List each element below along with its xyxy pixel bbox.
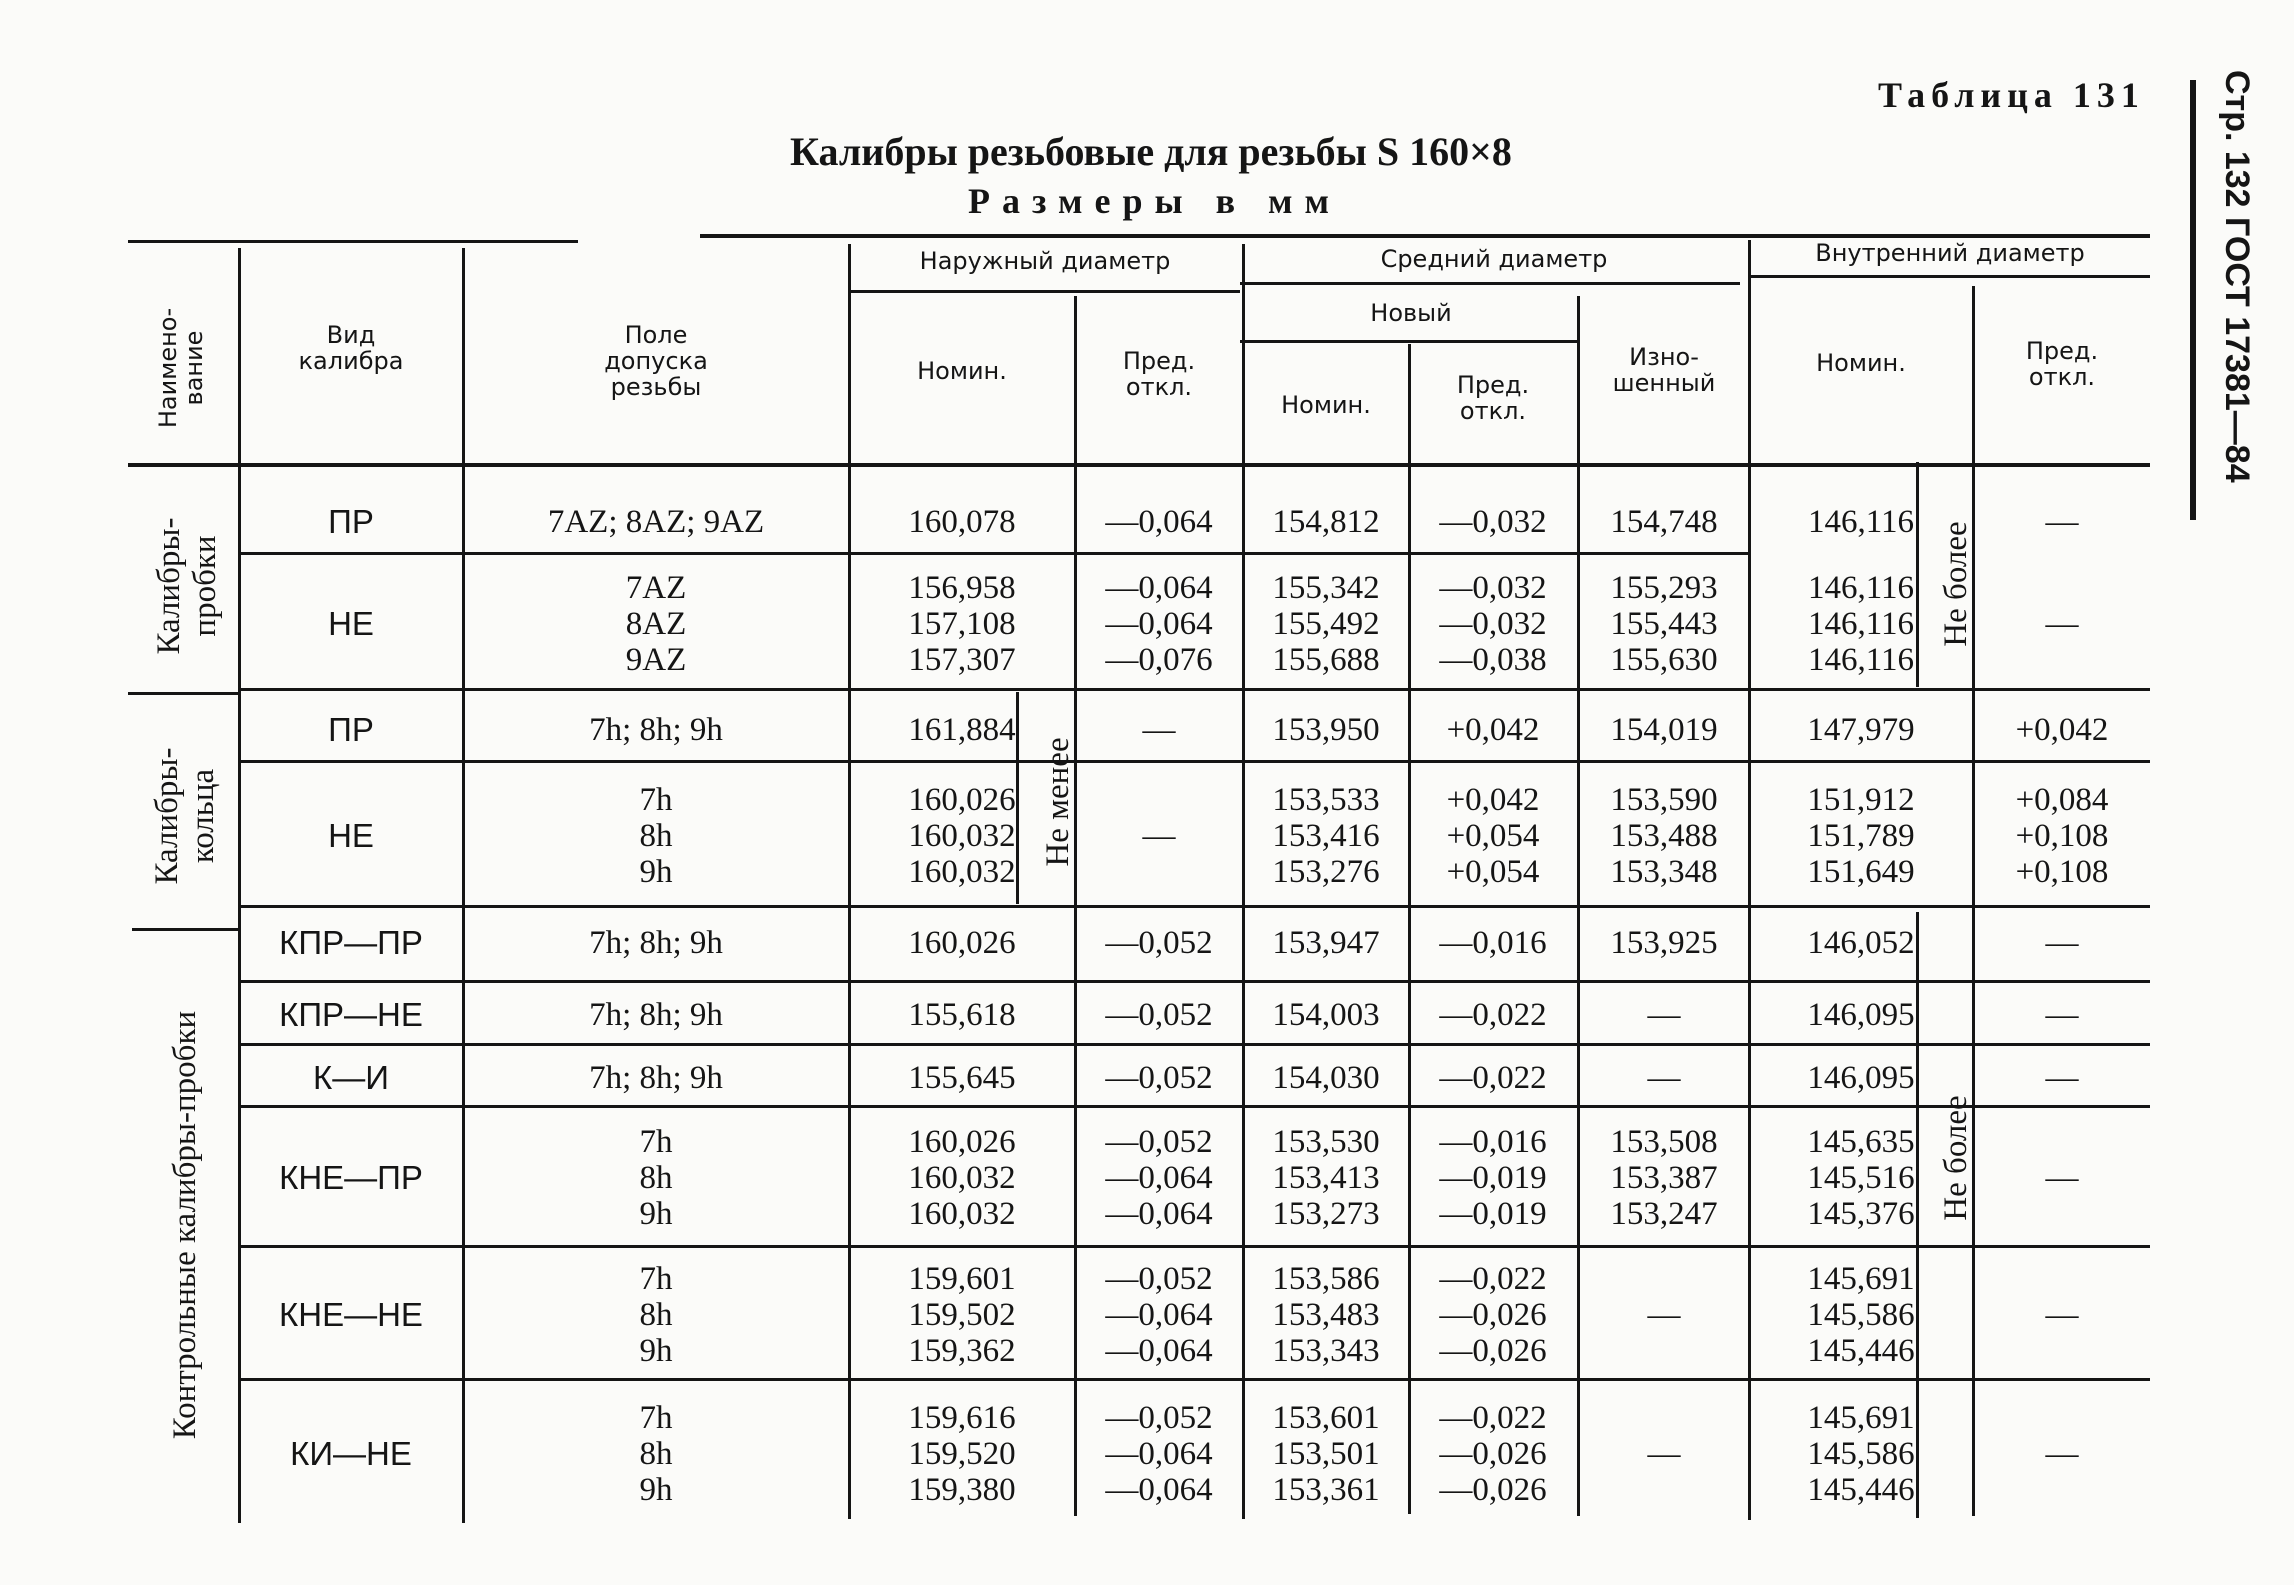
cell-inner-nom: 147,979 [1807, 712, 1915, 748]
cell-outer-nom: 160,026 160,032 160,032 [908, 782, 1016, 890]
cell-inner-nom: 146,052 [1807, 925, 1915, 961]
cell-mid-dev: —0,022 [1439, 997, 1547, 1033]
cell-mid-nom: 153,601 153,501 153,361 [1272, 1400, 1380, 1508]
cell-worn: 153,590 153,488 153,348 [1610, 782, 1718, 890]
cell-mid-nom: 155,342 155,492 155,688 [1272, 570, 1380, 678]
cell-worn: — [1647, 1060, 1681, 1096]
cell-mid-dev: +0,042 +0,054 +0,054 [1446, 782, 1540, 890]
cell-field: 7h 8h 9h [639, 1400, 673, 1508]
cell-outer-nom: 155,618 [908, 997, 1016, 1033]
header-outer-nom: Номин. [917, 357, 1007, 385]
table-title: Калибры резьбовые для резьбы S 160×8 [790, 129, 1512, 174]
cell-mid-nom: 154,812 [1272, 504, 1380, 540]
cell-outer-dev: —0,052 [1105, 1060, 1213, 1096]
cell-outer-nom: 160,078 [908, 504, 1016, 540]
cell-field: 7AZ 8AZ 9AZ [625, 570, 687, 678]
header-inner-diameter: Внутренний диаметр [1815, 239, 2085, 267]
cell-mid-dev: —0,022 [1439, 1060, 1547, 1096]
cell-mid-nom: 153,586 153,483 153,343 [1272, 1261, 1380, 1369]
cell-inner-nom: 146,095 [1807, 1060, 1915, 1096]
cell-inner-dev: — [2045, 606, 2079, 642]
cell-outer-dev: —0,052 [1105, 997, 1213, 1033]
cell-field: 7h 8h 9h [639, 1261, 673, 1369]
cell-type: ПР [328, 503, 374, 540]
cell-field: 7h; 8h; 9h [589, 1060, 723, 1096]
cell-mid-nom: 154,030 [1272, 1060, 1380, 1096]
cell-inner-dev: — [2045, 1436, 2079, 1472]
cell-worn: 154,748 [1610, 504, 1718, 540]
cell-outer-dev: —0,064 [1105, 504, 1213, 540]
cell-worn: 153,508 153,387 153,247 [1610, 1124, 1718, 1232]
cell-inner-dev: — [2045, 1060, 2079, 1096]
cell-mid-nom: 153,533 153,416 153,276 [1272, 782, 1380, 890]
cell-field: 7h; 8h; 9h [589, 712, 723, 748]
cell-mid-nom: 154,003 [1272, 997, 1380, 1033]
cell-outer-nom: 160,026 160,032 160,032 [908, 1124, 1016, 1232]
cell-type: НЕ [328, 817, 374, 854]
cell-worn: — [1647, 997, 1681, 1033]
table-subtitle: Размеры в мм [968, 181, 1342, 221]
cell-outer-dev: —0,052 —0,064 —0,064 [1105, 1124, 1213, 1232]
cell-outer-nom: 159,616 159,520 159,380 [908, 1400, 1016, 1508]
cell-outer-dev: — [1142, 712, 1176, 748]
cell-worn: — [1647, 1436, 1681, 1472]
header-worn: Изно- шенный [1612, 343, 1716, 397]
cell-inner-nom: 145,691 145,586 145,446 [1807, 1400, 1915, 1508]
cell-inner-nom: 145,691 145,586 145,446 [1807, 1261, 1915, 1369]
note-not-more-1: Не более [1938, 521, 1974, 647]
cell-inner-dev: — [2045, 504, 2079, 540]
cell-outer-dev: —0,064 —0,064 —0,076 [1105, 570, 1213, 678]
cell-outer-nom: 156,958 157,108 157,307 [908, 570, 1016, 678]
cell-outer-nom: 160,026 [908, 925, 1016, 961]
cell-inner-dev: +0,042 [2015, 712, 2109, 748]
header-name: Наимено- вание [154, 307, 208, 429]
cell-mid-dev: —0,032 [1439, 504, 1547, 540]
cell-mid-dev: —0,016 [1439, 925, 1547, 961]
cell-inner-dev: — [2045, 1297, 2079, 1333]
cell-inner-dev: — [2045, 1160, 2079, 1196]
cell-type: КИ—НЕ [290, 1435, 412, 1472]
header-new: Новый [1370, 299, 1452, 327]
cell-worn: — [1647, 1297, 1681, 1333]
group-label-ring-gauges: Калибры- кольца [149, 747, 221, 885]
header-pitch-diameter: Средний диаметр [1380, 245, 1608, 273]
group-label-plug-gauges: Калибры- пробки [151, 517, 223, 655]
cell-field: 7AZ; 8AZ; 9AZ [547, 504, 765, 540]
cell-type: КНЕ—ПР [279, 1159, 423, 1196]
cell-type: ПР [328, 711, 374, 748]
header-tolerance-field: Поле допуска резьбы [604, 321, 708, 401]
cell-outer-nom: 155,645 [908, 1060, 1016, 1096]
cell-inner-dev: — [2045, 997, 2079, 1033]
cell-mid-nom: 153,950 [1272, 712, 1380, 748]
cell-field: 7h 8h 9h [639, 1124, 673, 1232]
cell-outer-nom: 161,884 [908, 712, 1016, 748]
group-label-control-plugs: Контрольные калибры-пробки [167, 1010, 203, 1440]
cell-type: КПР—ПР [279, 924, 423, 961]
header-gauge-type: Вид калибра [298, 321, 404, 375]
cell-inner-nom: 146,095 [1807, 997, 1915, 1033]
cell-type: К—И [313, 1059, 389, 1096]
cell-mid-dev: —0,022 —0,026 —0,026 [1439, 1261, 1547, 1369]
cell-field: 7h 8h 9h [639, 782, 673, 890]
header-inner-dev: Пред. откл. [2025, 337, 2099, 391]
cell-field: 7h; 8h; 9h [589, 925, 723, 961]
cell-type: НЕ [328, 605, 374, 642]
margin-page-text: Стр. 132 ГОСТ 17381—84 [2218, 70, 2256, 483]
header-outer-dev: Пред. откл. [1122, 347, 1196, 401]
cell-inner-nom: 146,116 146,116 146,116 [1807, 570, 1915, 678]
note-not-less: Не менее [1040, 737, 1076, 867]
cell-worn: 155,293 155,443 155,630 [1610, 570, 1718, 678]
cell-type: КПР—НЕ [279, 996, 423, 1033]
cell-inner-nom: 151,912 151,789 151,649 [1807, 782, 1915, 890]
cell-mid-nom: 153,947 [1272, 925, 1380, 961]
cell-outer-nom: 159,601 159,502 159,362 [908, 1261, 1016, 1369]
header-mid-dev: Пред. откл. [1456, 371, 1530, 425]
cell-mid-dev: —0,032 —0,032 —0,038 [1439, 570, 1547, 678]
cell-worn: 154,019 [1610, 712, 1718, 748]
header-mid-nom: Номин. [1281, 391, 1371, 419]
cell-mid-dev: —0,022 —0,026 —0,026 [1439, 1400, 1547, 1508]
cell-type: КНЕ—НЕ [279, 1296, 423, 1333]
cell-mid-dev: +0,042 [1446, 712, 1540, 748]
cell-worn: 153,925 [1610, 925, 1718, 961]
cell-inner-dev: — [2045, 925, 2079, 961]
cell-inner-dev: +0,084 +0,108 +0,108 [2015, 782, 2109, 890]
cell-outer-dev: — [1142, 818, 1176, 854]
note-not-more-2: Не более [1938, 1095, 1974, 1221]
cell-outer-dev: —0,052 —0,064 —0,064 [1105, 1261, 1213, 1369]
header-inner-nom: Номин. [1816, 349, 1906, 377]
cell-mid-nom: 153,530 153,413 153,273 [1272, 1124, 1380, 1232]
header-outer-diameter: Наружный диаметр [919, 247, 1171, 275]
cell-inner-nom: 146,116 [1807, 504, 1915, 540]
cell-mid-dev: —0,016 —0,019 —0,019 [1439, 1124, 1547, 1232]
table-number: Таблица 131 [1878, 75, 2145, 115]
cell-field: 7h; 8h; 9h [589, 997, 723, 1033]
cell-inner-nom: 145,635 145,516 145,376 [1807, 1124, 1915, 1232]
cell-outer-dev: —0,052 [1105, 925, 1213, 961]
margin-page-label [2190, 70, 2270, 530]
cell-outer-dev: —0,052 —0,064 —0,064 [1105, 1400, 1213, 1508]
